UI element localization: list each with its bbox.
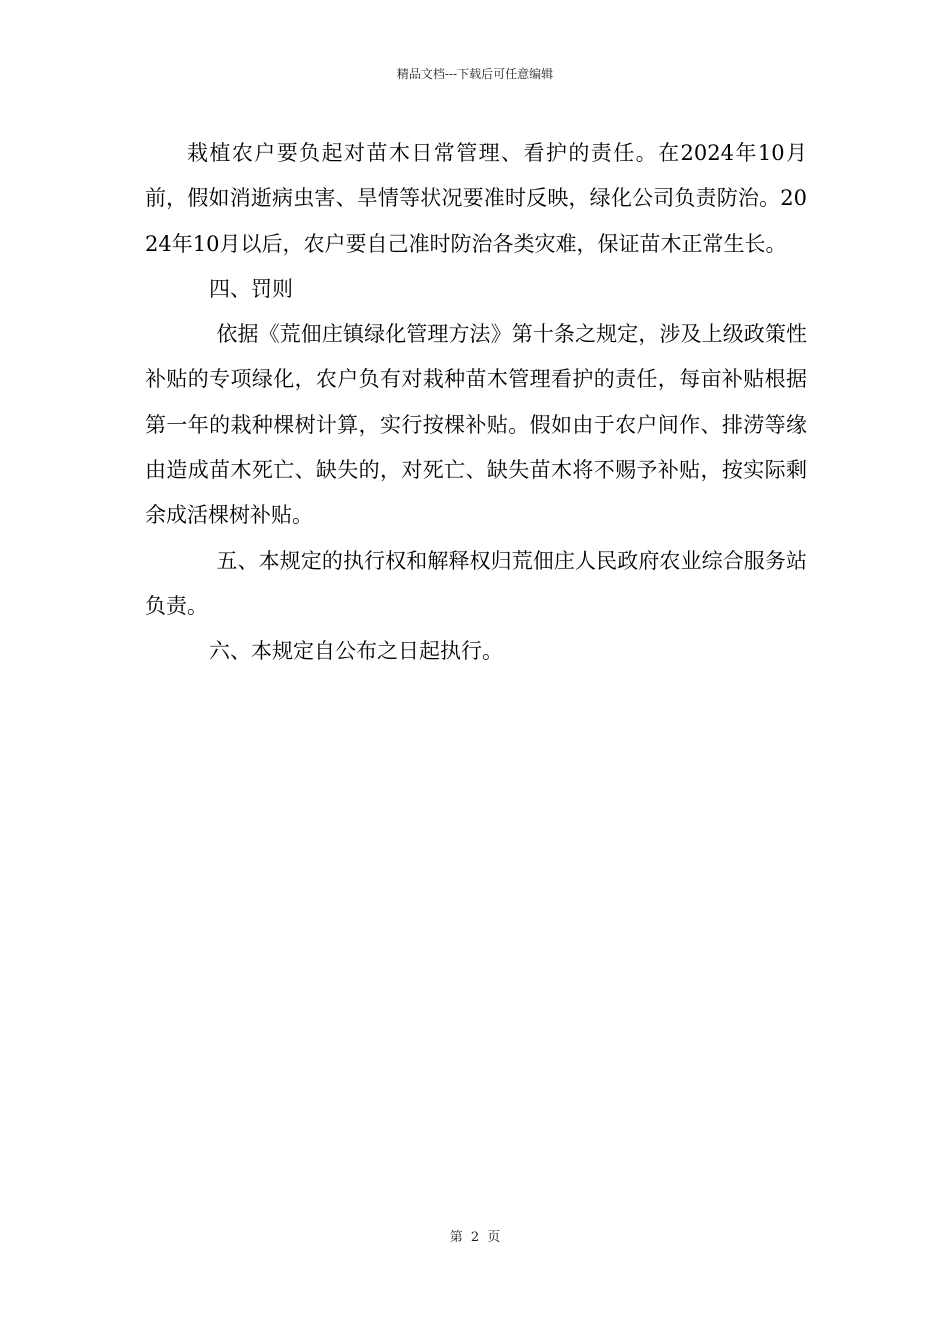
paragraph-effective-date: 六、本规定自公布之日起执行。 xyxy=(209,639,503,664)
paragraph-interpretation-authority: 五、本规定的执行权和解释权归荒佃庄人民政府农业综合服务站负责。 xyxy=(145,548,807,618)
paragraph-penalty-rules: 依据《荒佃庄镇绿化管理方法》第十条之规定，涉及上级政策性补贴的专项绿化，农户负有对栽种苗木管理看护的责任，每亩补贴根据第一年的栽种棵树计算，实行按棵补贴。假如由于农户间作、排涝等缘由造成苗木死亡、缺失的，对死亡、缺失苗木将不赐予补贴，按实际剩余成活棵树补贴。 xyxy=(145,322,807,528)
page-number: 第 2 页 xyxy=(449,1230,501,1245)
page-header: 精品文档---下载后可任意编辑 xyxy=(396,67,554,81)
document-body xyxy=(145,131,807,675)
paragraph-management-responsibility: 栽植农户要负起对苗木日常管理、看护的责任。在2024年10月前，假如消逝病虫害、旱情等状况要准时反映，绿化公司负责防治。2024年10月以后，农户要自己准时防治各类灾难，保证苗木正常生长。 xyxy=(145,141,807,256)
section-heading-penalty: 四、罚则 xyxy=(209,276,293,301)
